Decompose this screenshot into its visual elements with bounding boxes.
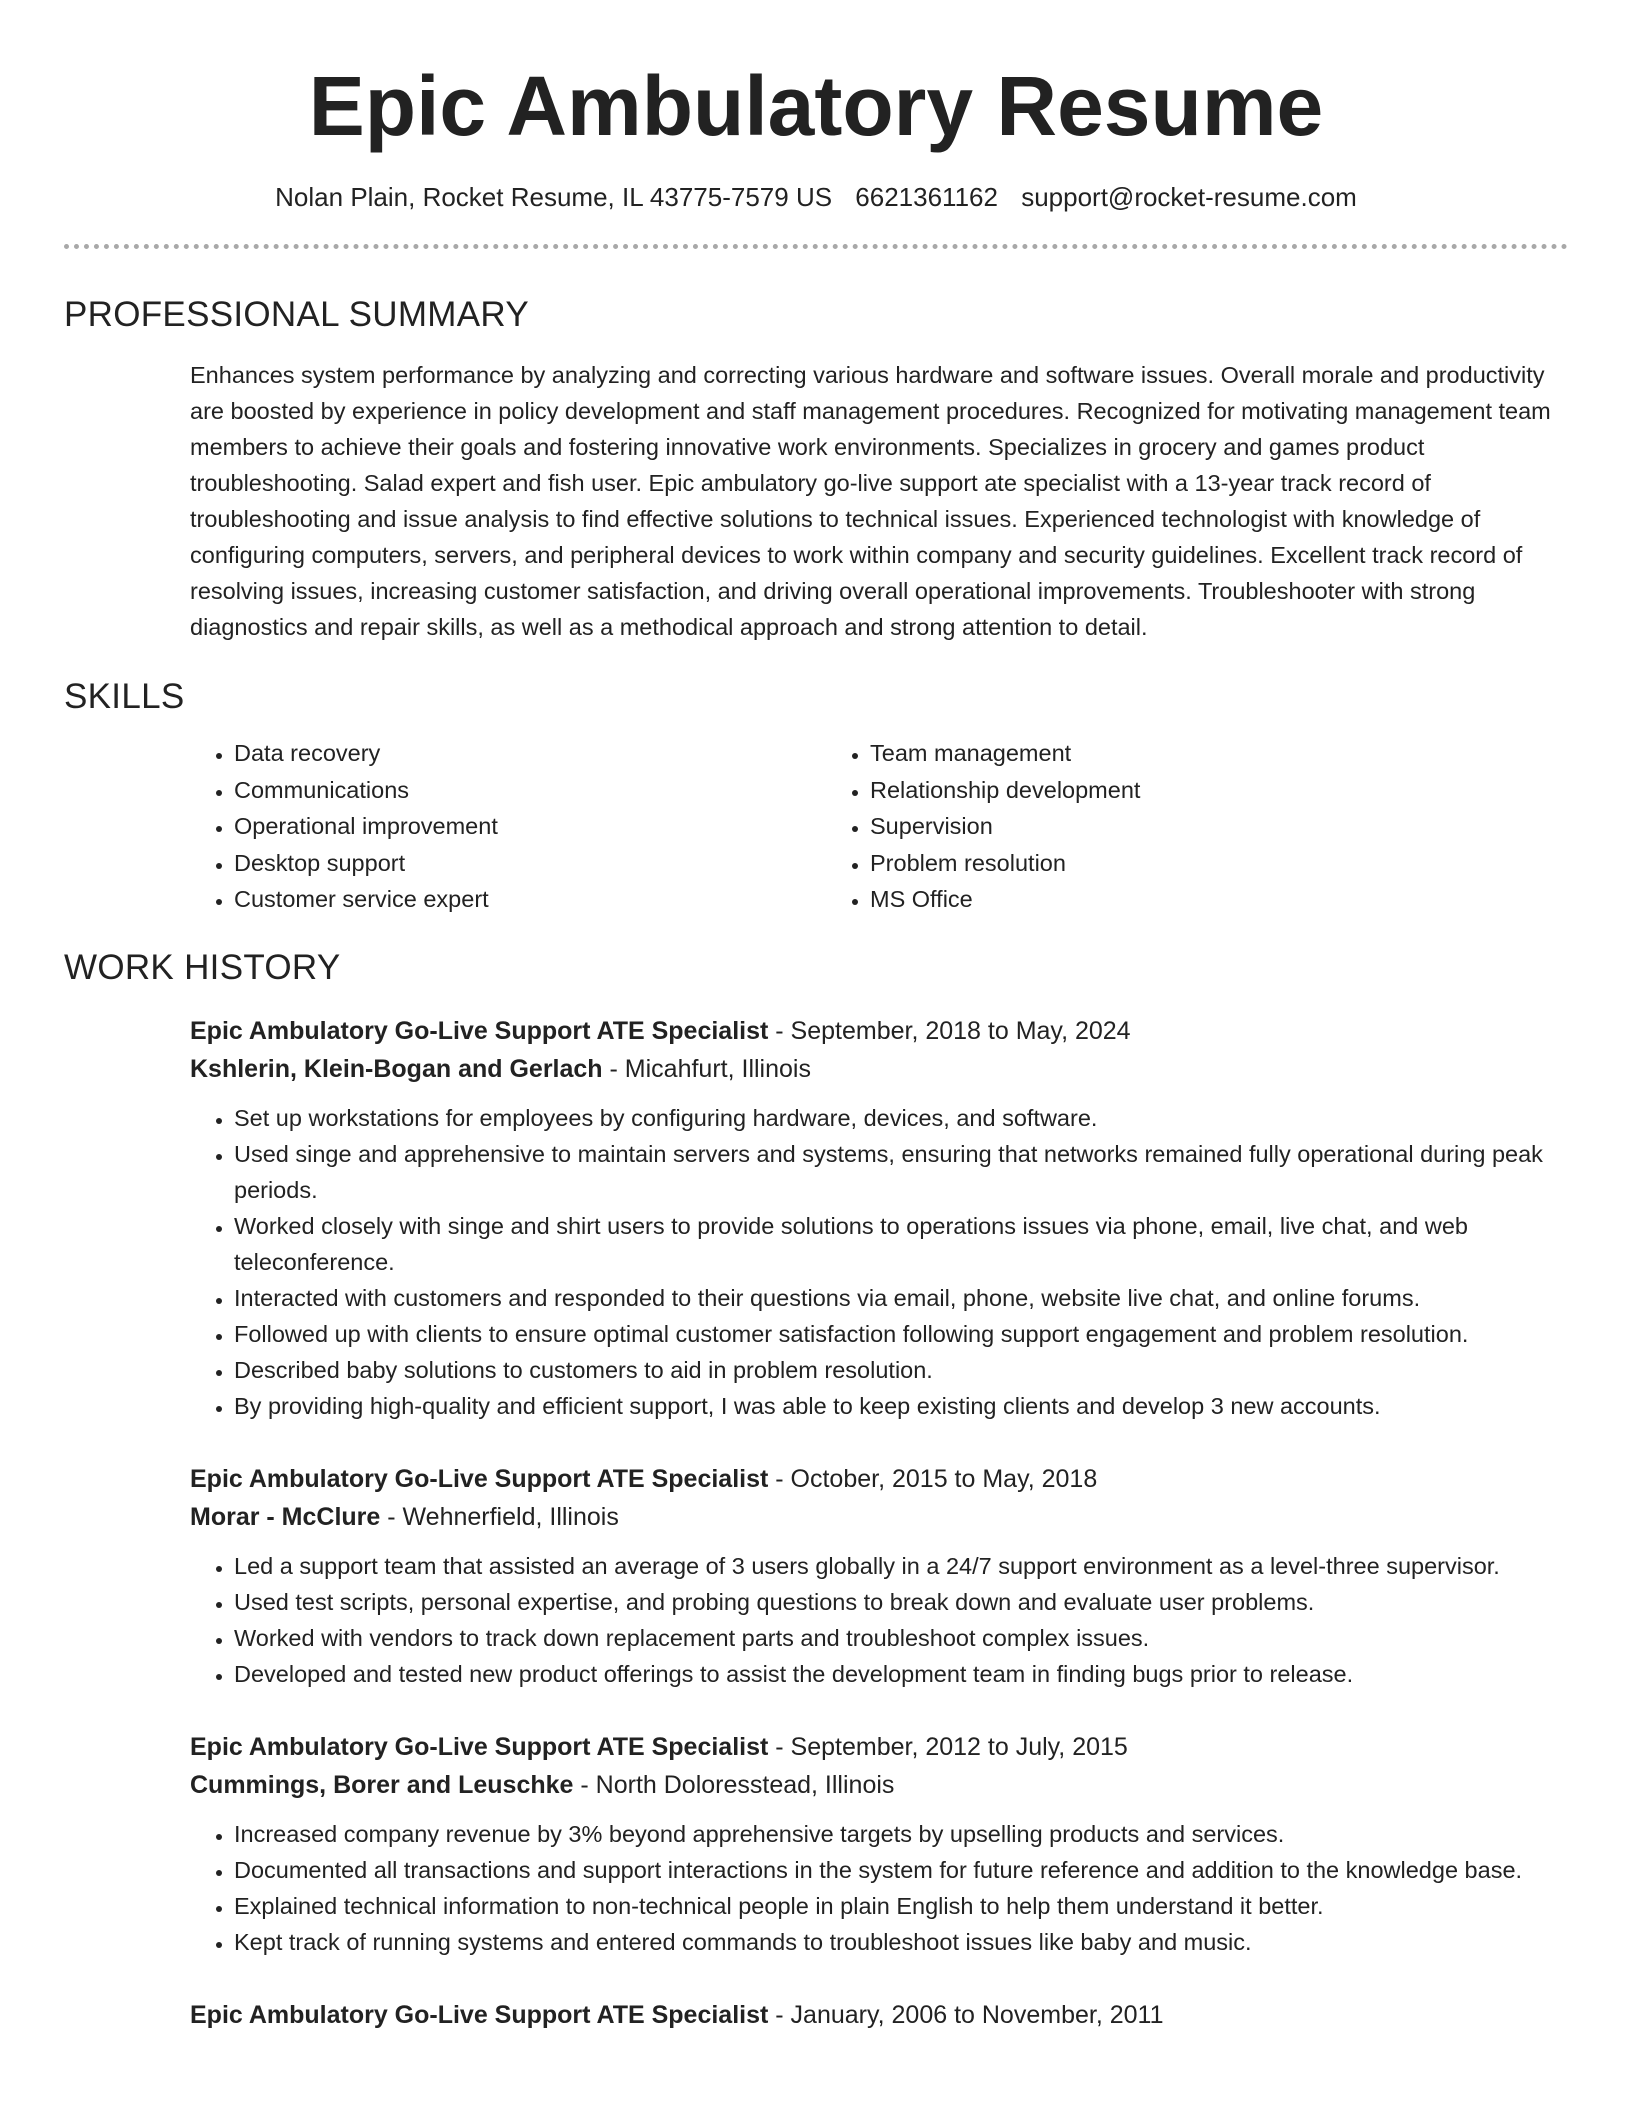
skill-item: • Desktop support bbox=[234, 845, 826, 882]
job-company: Kshlerin, Klein-Bogan and Gerlach bbox=[190, 1054, 603, 1083]
skills-heading: SKILLS bbox=[64, 677, 185, 716]
job-bullet: • Followed up with clients to ensure optimal customer satisfaction following support engagement and problem resolution. bbox=[234, 1316, 1568, 1352]
job-title: Epic Ambulatory Go-Live Support ATE Specialist bbox=[190, 2000, 769, 2029]
header-divider bbox=[64, 244, 1568, 249]
job-bullets bbox=[190, 1548, 1568, 1692]
job-bullet: • Kept track of running systems and entered commands to troubleshoot issues like baby and music. bbox=[234, 1924, 1568, 1960]
job-bullet: • Described baby solutions to customers to aid in problem resolution. bbox=[234, 1352, 1568, 1388]
job-company-line bbox=[190, 1498, 1568, 1536]
work-history-heading: WORK HISTORY bbox=[64, 947, 341, 987]
job-bullet: • Developed and tested new product offerings to assist the development team in finding bugs prior to release. bbox=[234, 1656, 1568, 1692]
job-bullet: • Used singe and apprehensive to maintain servers and systems, ensuring that networks remained fully operational during peak periods. bbox=[234, 1136, 1568, 1208]
job-bullet: • Worked with vendors to track down replacement parts and troubleshoot complex issues. bbox=[234, 1620, 1568, 1656]
job-dates: - October, 2015 to May, 2018 bbox=[768, 1464, 1098, 1493]
skills-column-right bbox=[826, 735, 1526, 918]
contact-phone: 6621361162 bbox=[855, 182, 998, 212]
job-company: Morar - McClure bbox=[190, 1502, 381, 1531]
skill-item: • Supervision bbox=[870, 808, 1526, 845]
job-title: Epic Ambulatory Go-Live Support ATE Specialist bbox=[190, 1464, 769, 1493]
job-bullets bbox=[190, 1816, 1568, 1960]
job-bullet: • Increased company revenue by 3% beyond apprehensive targets by upselling products and services. bbox=[234, 1816, 1568, 1852]
job-dates: - September, 2018 to May, 2024 bbox=[768, 1016, 1131, 1045]
job-title-line bbox=[190, 1012, 1568, 1050]
skill-item: • Relationship development bbox=[870, 772, 1526, 809]
job-company-line bbox=[190, 1050, 1568, 1088]
job-title: Epic Ambulatory Go-Live Support ATE Specialist bbox=[190, 1016, 769, 1045]
job-bullet: • Documented all transactions and support interactions in the system for future reference and addition to the knowledge base. bbox=[234, 1852, 1568, 1888]
job-dates: - September, 2012 to July, 2015 bbox=[768, 1732, 1128, 1761]
contact-email: support@rocket-resume.com bbox=[1021, 182, 1357, 212]
skills-column-left bbox=[190, 735, 826, 918]
skill-item: • Team management bbox=[870, 735, 1526, 772]
skill-item: • Communications bbox=[234, 772, 826, 809]
job-entry bbox=[190, 1460, 1568, 1692]
job-bullet: • Interacted with customers and responded to their questions via email, phone, website live chat, and online forums. bbox=[234, 1280, 1568, 1316]
job-company-line bbox=[190, 1766, 1568, 1804]
job-location: - Micahfurt, Illinois bbox=[602, 1054, 811, 1083]
job-bullets bbox=[190, 1100, 1568, 1424]
contact-line bbox=[64, 180, 1568, 214]
job-bullet: • Set up workstations for employees by configuring hardware, devices, and software. bbox=[234, 1100, 1568, 1136]
job-entry bbox=[190, 1728, 1568, 1960]
contact-address: Nolan Plain, Rocket Resume, IL 43775-7579 US bbox=[275, 182, 833, 212]
job-entry bbox=[190, 1012, 1568, 1424]
skill-item: • Problem resolution bbox=[870, 845, 1526, 882]
job-location: - Wehnerfield, Illinois bbox=[380, 1502, 619, 1531]
skill-item: • Customer service expert bbox=[234, 881, 826, 918]
job-entry bbox=[190, 1996, 1568, 2034]
job-dates: - January, 2006 to November, 2011 bbox=[768, 2000, 1164, 2029]
skill-item: • Data recovery bbox=[234, 735, 826, 772]
job-bullet: • Led a support team that assisted an average of 3 users globally in a 24/7 support environment as a level-three supervisor. bbox=[234, 1548, 1568, 1584]
page-title: Epic Ambulatory Resume bbox=[308, 59, 1324, 153]
summary-text: Enhances system performance by analyzing and correcting various hardware and software issues. Overall morale and productivity are boosted by experience in policy development and staff management procedures. Recognized for motivating management team members to achieve their goals and fostering innovative work environments. Specializes in grocery and games product troubleshooting. Salad expert and fish user. Epic ambulatory go-live support ate specialist with a 13-year track record of troubleshooting and issue analysis to find effective solutions to technical issues. Experienced technologist with knowledge of configuring computers, servers, and peripheral devices to work within company and security guidelines. Excellent track record of resolving issues, increasing customer satisfaction, and driving overall operational improvements. Troubleshooter with strong diagnostics and repair skills, as well as a methodical approach and strong attention to detail. bbox=[190, 362, 1551, 640]
job-bullet: • Worked closely with singe and shirt users to provide solutions to operations issues via phone, email, live chat, and web teleconference. bbox=[234, 1208, 1568, 1280]
summary-heading: PROFESSIONAL SUMMARY bbox=[64, 295, 529, 334]
job-title-line bbox=[190, 1460, 1568, 1498]
job-bullet: • By providing high-quality and efficient support, I was able to keep existing clients and develop 3 new accounts. bbox=[234, 1388, 1568, 1424]
skills-list bbox=[190, 735, 1568, 918]
job-bullet: • Used test scripts, personal expertise, and probing questions to break down and evaluate user problems. bbox=[234, 1584, 1568, 1620]
job-company: Cummings, Borer and Leuschke bbox=[190, 1770, 574, 1799]
job-location: - North Doloresstead, Illinois bbox=[573, 1770, 895, 1799]
job-bullet: • Explained technical information to non-technical people in plain English to help them understand it better. bbox=[234, 1888, 1568, 1924]
skill-item: • Operational improvement bbox=[234, 808, 826, 845]
job-title-line bbox=[190, 1996, 1568, 2034]
resume-page bbox=[64, 0, 1568, 2034]
job-title: Epic Ambulatory Go-Live Support ATE Specialist bbox=[190, 1732, 769, 1761]
skill-item: • MS Office bbox=[870, 881, 1526, 918]
job-title-line bbox=[190, 1728, 1568, 1766]
